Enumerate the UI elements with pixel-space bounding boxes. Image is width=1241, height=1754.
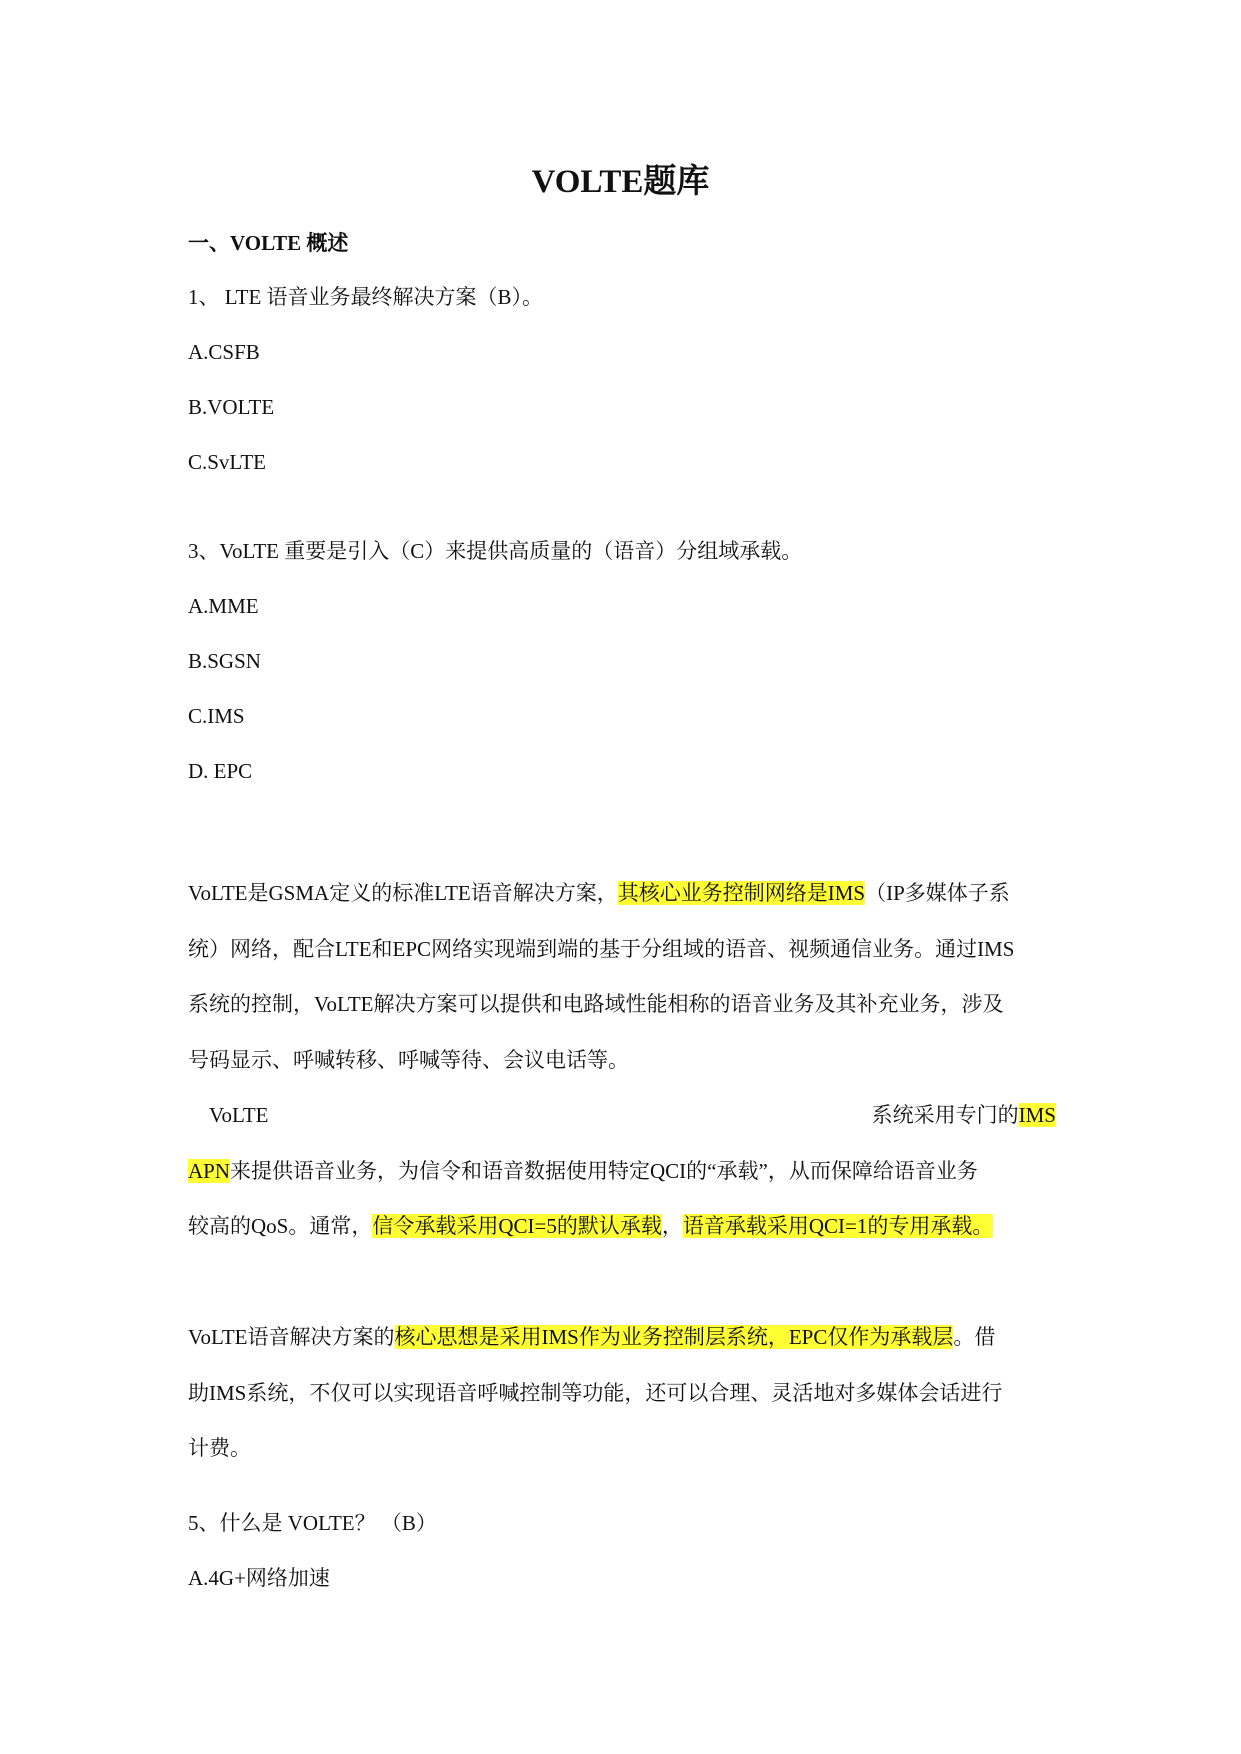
text-run: 。借 (953, 1325, 996, 1349)
paragraph-volte-apn (188, 1088, 1056, 1255)
highlighted-text: 语音承载采用QCI=1的专用承载。 (682, 1214, 994, 1238)
paragraph-line (188, 1144, 1056, 1200)
text-run: VoLTE语音解决方案的 (188, 1325, 395, 1349)
question-5: 5、什么是 VOLTE？ （B） (188, 1511, 437, 1535)
q5-option-a: A.4G+网络加速 (188, 1566, 330, 1590)
highlighted-text: 其核心业务控制网络是IMS (617, 881, 866, 905)
paragraph-line: 系统的控制，VoLTE解决方案可以提供和电路域性能相称的语音业务及其补充业务，涉及 (188, 992, 1004, 1016)
paragraph-line (188, 1088, 1056, 1144)
paragraph-line: 统）网络，配合LTE和EPC网络实现端到端的基于分组域的语音、视频通信业务。通过IMS (188, 936, 1015, 961)
q1-option-c: C.SvLTE (188, 450, 266, 474)
paragraph-line (188, 1310, 1056, 1366)
paragraph-line (188, 1199, 1056, 1255)
q3-option-c: C.IMS (188, 704, 245, 728)
paragraph-line (188, 866, 1056, 922)
text-run: ， (661, 1214, 683, 1238)
q1-option-a: A.CSFB (188, 340, 260, 364)
text-run: （IP多媒体子系 (865, 881, 1010, 905)
document-title: VOLTE题库 (531, 164, 710, 200)
highlighted-text: IMS (1018, 1103, 1056, 1127)
paragraph-volte-definition (188, 866, 1056, 1088)
q1-option-b: B.VOLTE (188, 395, 275, 419)
highlighted-text: APN (188, 1158, 231, 1183)
q3-option-b: B.SGSN (188, 649, 261, 673)
paragraph-line: 号码显示、呼喊转移、呼喊等待、会议电话等。 (188, 1047, 629, 1072)
text-run: 较高的QoS。通常， (188, 1214, 373, 1238)
q3-option-a: A.MME (188, 594, 259, 618)
paragraph-volte-core-idea (188, 1310, 1056, 1477)
highlighted-text: 信令承载采用QCI=5的默认承载 (372, 1214, 662, 1238)
question-3: 3、VoLTE 重要是引入（C）来提供高质量的（语音）分组域承载。 (188, 539, 803, 563)
paragraph-line: 计费。 (188, 1436, 251, 1460)
text-run: 来提供语音业务，为信令和语音数据使用特定QCI的“承载”，从而保障给语音业务 (230, 1158, 978, 1183)
section-heading: 一、VOLTE 概述 (188, 231, 349, 255)
text-run: VoLTE是GSMA定义的标准LTE语音解决方案， (188, 881, 618, 905)
paragraph-line: 助IMS系统，不仅可以实现语音呼喊控制等功能，还可以合理、灵活地对多媒体会话进行 (188, 1380, 1003, 1405)
text-run: 系统采用专门的 (871, 1103, 1019, 1127)
question-1: 1、 LTE 语音业务最终解决方案（B）。 (188, 285, 544, 309)
text-run: VoLTE (209, 1103, 269, 1127)
q3-option-d: D. EPC (188, 759, 253, 783)
highlighted-text: 核心思想是采用IMS作为业务控制层系统，EPC仅作为承载层 (394, 1325, 954, 1349)
